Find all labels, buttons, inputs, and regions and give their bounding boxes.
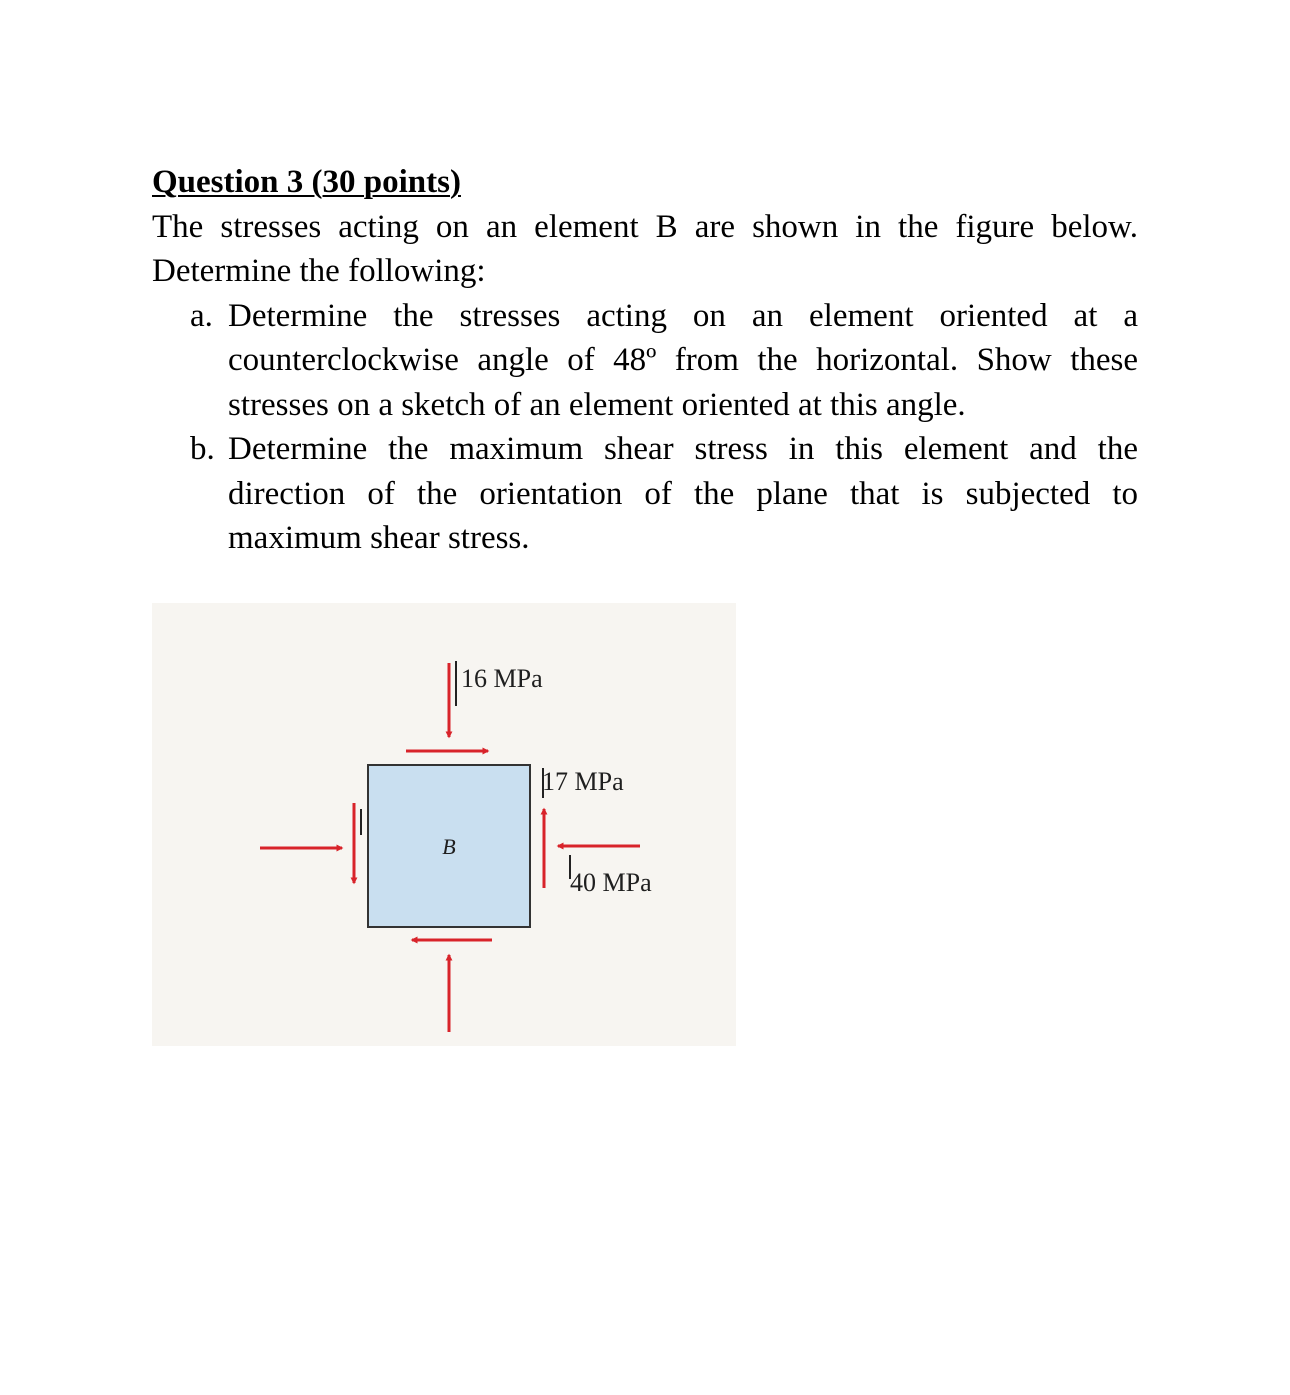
question-intro: The stresses acting on an element B are shown in the figure below. Determine the following: — [152, 208, 1138, 289]
question-part-b — [152, 427, 1138, 561]
part-a-text: Determine the stresses acting on an element oriented at a counterclockwise angle of 48º from the horizontal. Show these stresses on a sketch of an element oriented at this angle. — [228, 297, 1138, 423]
stress-diagram — [152, 603, 736, 1046]
question-parts-list — [152, 294, 1138, 561]
part-b-text: Determine the maximum shear stress in this element and the direction of the orientation of the plane that is subjected to maximum shear stress. — [228, 431, 1138, 556]
horizontal-stress-label: 40 MPa — [570, 868, 652, 897]
element-b-label: B — [442, 834, 456, 859]
part-b-marker: b. — [190, 431, 215, 467]
shear-stress-label: 17 MPa — [542, 767, 624, 796]
stress-element-figure — [152, 603, 736, 1046]
part-a-marker: a. — [190, 297, 213, 334]
question-part-a — [152, 294, 1138, 428]
question-title: Question 3 (30 points) — [152, 164, 461, 200]
vertical-stress-label: 16 MPa — [461, 664, 543, 693]
question-block — [152, 160, 1138, 561]
